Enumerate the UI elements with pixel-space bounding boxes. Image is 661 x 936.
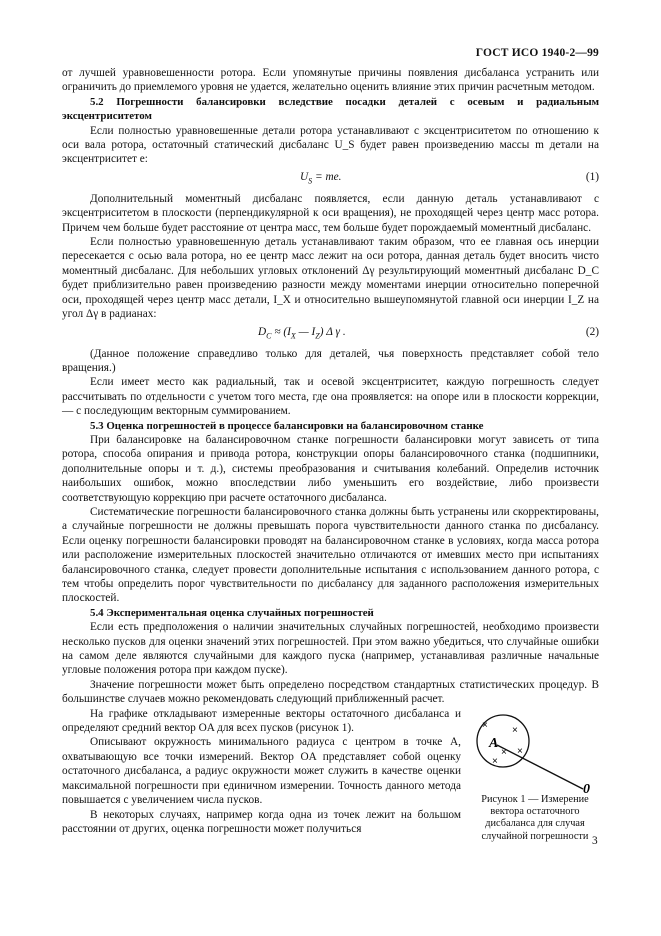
section-heading-5-2: 5.2 Погрешности балансировки вследствие посадки деталей с осевым и радиальным эксцентриситетом: [62, 95, 599, 123]
paragraph: Если полностью уравновешенную деталь устанавливают таким образом, что ее главная ось инерции пересекается с осью вала ротора, но ее центр масс лежит на оси ротора, данная деталь будет вносить чисто моментный дисбаланс. Для небольших угловых отклонений Δγ результирующий моментный дисбаланс D_C будет приблизительно равен произведению разности между моментами инерции относительно поперечной оси, проходящей через центр масс детали, I_X и относительно вышеупомянутой главной оси инерции I_Z на угол Δγ в радианах:: [62, 236, 599, 321]
measurement-point: ×: [517, 745, 523, 757]
figure-1-diagram: [471, 709, 599, 793]
formula-2-number: (2): [585, 325, 599, 338]
paragraph: В некоторых случаях, например когда одна из точек лежит на большом расстоянии от других, оценка погрешности может получиться: [62, 808, 461, 835]
formula-2: [62, 325, 599, 341]
point-o-label: 0: [583, 781, 590, 793]
page-number: 3: [592, 835, 598, 847]
formula-1-sub: S: [308, 176, 313, 186]
measurement-point: ×: [482, 719, 488, 731]
measurement-point: ×: [512, 724, 518, 736]
formula-2-mid2: — I: [295, 325, 316, 338]
paragraph: от лучшей уравновешенности ротора. Если упомянутые причины появления дисбаланса устранить или ограничить до приемлемого уровня не удается, желательно оценить влияние этих причин расчетным методом.: [62, 67, 599, 94]
paragraph: Значение погрешности может быть определено посредством стандартных статистических процедур. В большинстве случаев можно рекомендовать следующий приближенный расчет.: [62, 678, 599, 706]
formula-1-lhs: U: [300, 170, 309, 183]
paragraph: Если имеет место как радиальный, так и осевой эксцентриситет, каждую погрешность следует рассчитывать по отдельности с учетом того места, где она проявляется: на опоре или в плоскости коррекции, — с последующим векторным суммированием.: [62, 376, 599, 418]
page-body: [62, 66, 599, 847]
section-heading-5-4: 5.4 Экспериментальная оценка случайных погрешностей: [90, 606, 374, 619]
point-a-label: A: [489, 735, 499, 751]
section-heading-5-3: 5.3 Оценка погрешностей в процессе балансировки на балансировочном станке: [90, 419, 484, 432]
paragraph: Если полностью уравновешенные детали ротора устанавливают с эксцентриситетом по отношению к оси вала ротора, остаточный статический дисбаланс U_S будет равен произведению массы m детали на эксцентриситет e:: [62, 124, 599, 166]
formula-2-lhs: D: [258, 325, 267, 338]
paragraph: Дополнительный моментный дисбаланс появляется, если данную деталь устанавливают с эксцентриситетом в плоскости (перпендикулярной к оси вращения), не проходящей через центр масс ротора. Причем чем больше будет расстояние от центра масс, тем больше будет порождаемый моментный дисбаланс.: [62, 192, 599, 234]
formula-2-sub3: Z: [315, 330, 320, 340]
header-title: ГОСТ ИСО 1940-2—99: [475, 47, 599, 59]
paragraph: При балансировке на балансировочном станке погрешности балансировки могут зависеть от типа ротора, способа опирания и привода ротора, конструкции опоры балансировочного станка (подшипники, дополнительные опоры и т. д.), системы преобразования и считывания колебаний. Определив источник наибольших ошибок, можно впоследствии либо уменьшить его воздействие, либо произвести соответствующую коррекцию при расчете остаточного дисбаланса.: [62, 433, 599, 504]
formula-2-mid: ≈ (I: [271, 325, 291, 338]
paragraph: На графике откладывают измеренные векторы остаточного дисбаланса и определяют средний вектор OA для всех пусков (рисунок 1).: [62, 707, 461, 735]
measurement-point: ×: [492, 755, 498, 767]
figure-1-caption: Рисунок 1 — Измерение вектора остаточного дисбаланса для случая случайной погрешности: [481, 793, 589, 842]
paragraph: (Данное положение справедливо только для деталей, чья поверхность представляет собой тело вращения.): [62, 347, 599, 374]
formula-2-sub2: X: [290, 330, 296, 340]
formula-1: [62, 170, 599, 186]
paragraph: Если есть предположения о наличии значительных случайных погрешностей, необходимо произвести несколько пусков для оценки значений этих погрешностей. При этом важно убедиться, что случайные ошибки на самом деле являются случайными для каждого пуска (например, устанавливая различные начальные угловые положения ротора при каждом пуске).: [62, 621, 599, 677]
paragraph: Описывают окружность минимального радиуса с центром в точке A, охватывающую все точки измерений. Вектор OA представляет собой оценку остаточного дисбаланса, а радиус окружности может служить в качестве оценки максимальной погрешности при единичном измерении. Точность данного метода повышается с увеличением числа пусков.: [62, 736, 461, 807]
measurement-point: ×: [501, 746, 507, 758]
vector-oa-line: [497, 745, 583, 789]
formula-2-sub: C: [266, 330, 272, 340]
paragraph: Систематические погрешности балансировочного станка должны быть устранены или скорректированы, а случайные погрешности не должны превышать порога чувствительности данного станка по дисбалансу. Если оценку погрешности балансировки проводят на балансировочном станке в условиях, когда масса ротора или расположение измерительных плоскостей значительно отличаются от имевших место при испытаниях балансировочного станка, следует провести дополнительные испытания с использованием данного ротора, с тем чтобы определить порог чувствительности по дисбалансу для заданного расположения измерительных плоскостей.: [62, 505, 599, 605]
figure-1: [471, 709, 599, 844]
formula-1-number: (1): [585, 170, 599, 183]
formula-2-rhs: ) Δ γ .: [319, 325, 346, 338]
formula-1-rhs: = me.: [312, 170, 342, 183]
